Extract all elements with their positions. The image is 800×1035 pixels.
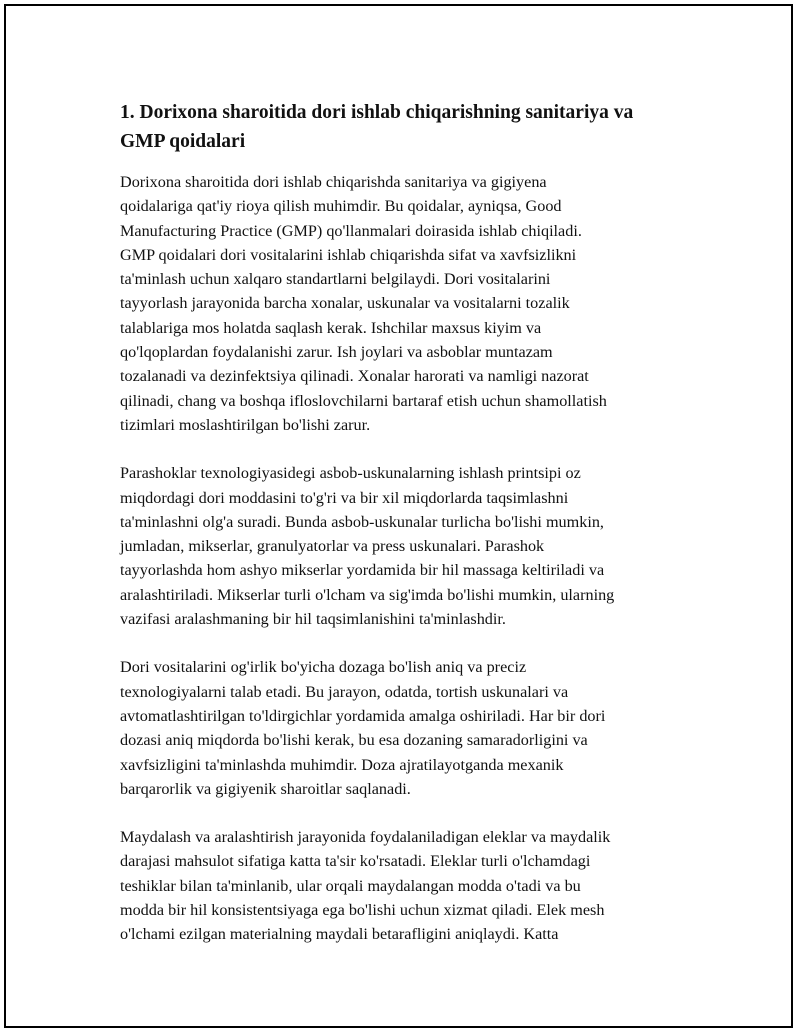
paragraph-line: aralashtiriladi. Mikserlar turli o'lcham va sig'imda bo'lishi mumkin, ularning: [120, 585, 615, 604]
paragraph-line: texnologiyalarni talab etadi. Bu jarayon, odatda, tortish uskunalari va: [120, 682, 569, 701]
paragraph-line: o'lchami ezilgan materialning maydali betarafligini aniqlaydi. Katta: [120, 925, 559, 944]
paragraph-line: tayyorlash jarayonida barcha xonalar, uskunalar va vositalarni tozalik: [120, 294, 570, 313]
paragraph-line: miqdordagi dori moddasini to'g'ri va bir xil miqdorlarda taqsimlashni: [120, 488, 569, 507]
paragraph-line: Parashoklar texnologiyasidegi asbob-uskunalarning ishlash printsipi oz: [120, 464, 581, 483]
paragraph-line: darajasi mahsulot sifatiga katta ta'sir ko'rsatadi. Eleklar turli o'lchamdagi: [120, 852, 591, 871]
paragraph-line: Maydalash va aralashtirish jarayonida foydalaniladigan eleklar va maydalik: [120, 828, 611, 847]
paragraph-line: Manufacturing Practice (GMP) qo'llanmalari doirasida ishlab chiqiladi.: [120, 221, 582, 240]
paragraph-line: qoidalariga qat'iy rioya qilish muhimdir. Bu qoidalar, ayniqsa, Good: [120, 197, 562, 216]
paragraph-line: ta'minlashni olg'a suradi. Bunda asbob-uskunalar turlicha bo'lishi mumkin,: [120, 512, 604, 531]
heading-line: 1. Dorixona sharoitida dori ishlab chiqarishning sanitariya va: [120, 102, 634, 123]
paragraph-line: modda bir hil konsistentsiyaga ega bo'lishi uchun xizmat qiladi. Elek mesh: [120, 901, 605, 920]
paragraph-line: tizimlari moslashtirilgan bo'lishi zarur.: [120, 415, 371, 434]
paragraph: [120, 655, 700, 801]
paragraph-line: Dori vositalarini og'irlik bo'yicha dozaga bo'lish aniq va preciz: [120, 658, 527, 677]
paragraph-line: vazifasi aralashmaning bir hil taqsimlanishini ta'minlashdir.: [120, 610, 506, 629]
paragraph: [120, 170, 700, 437]
paragraph-line: tozalanadi va dezinfektsiya qilinadi. Xonalar harorati va namligi nazorat: [120, 367, 589, 386]
document-page: [4, 4, 793, 1028]
paragraph-list: [120, 170, 700, 947]
paragraph-line: dozasi aniq miqdorda bo'lishi kerak, bu esa dozaning samaradorligini va: [120, 731, 588, 750]
paragraph-line: talablariga mos holatda saqlash kerak. Ishchilar maxsus kiyim va: [120, 318, 542, 337]
paragraph-line: barqarorlik va gigiyenik sharoitlar saqlanadi.: [120, 779, 411, 798]
paragraph-line: tayyorlashda hom ashyo mikserlar yordamida bir hil massaga keltiriladi va: [120, 561, 605, 580]
paragraph-line: GMP qoidalari dori vositalarini ishlab chiqarishda sifat va xavfsizlikni: [120, 245, 577, 264]
heading-line: GMP qoidalari: [120, 131, 246, 152]
paragraph-line: xavfsizligini ta'minlashda muhimdir. Doza ajratilayotganda mexanik: [120, 755, 564, 774]
paragraph-line: ta'minlash uchun xalqaro standartlarni belgilaydi. Dori vositalarini: [120, 270, 551, 289]
document-content: [120, 98, 700, 971]
paragraph-line: jumladan, mikserlar, granulyatorlar va press uskunalari. Parashok: [120, 537, 545, 556]
section-heading: [120, 98, 700, 156]
paragraph: [120, 461, 700, 631]
paragraph-line: avtomatlashtirilgan to'ldirgichlar yordamida amalga oshiriladi. Har bir dori: [120, 706, 606, 725]
paragraph-line: qo'lqoplardan foydalanishi zarur. Ish joylari va asboblar muntazam: [120, 343, 553, 362]
paragraph-line: teshiklar bilan ta'minlanib, ular orqali maydalangan modda o'tadi va bu: [120, 876, 581, 895]
paragraph-line: Dorixona sharoitida dori ishlab chiqarishda sanitariya va gigiyena: [120, 173, 547, 191]
paragraph: [120, 825, 700, 946]
paragraph-line: qilinadi, chang va boshqa ifloslovchilarni bartaraf etish uchun shamollatish: [120, 391, 607, 410]
